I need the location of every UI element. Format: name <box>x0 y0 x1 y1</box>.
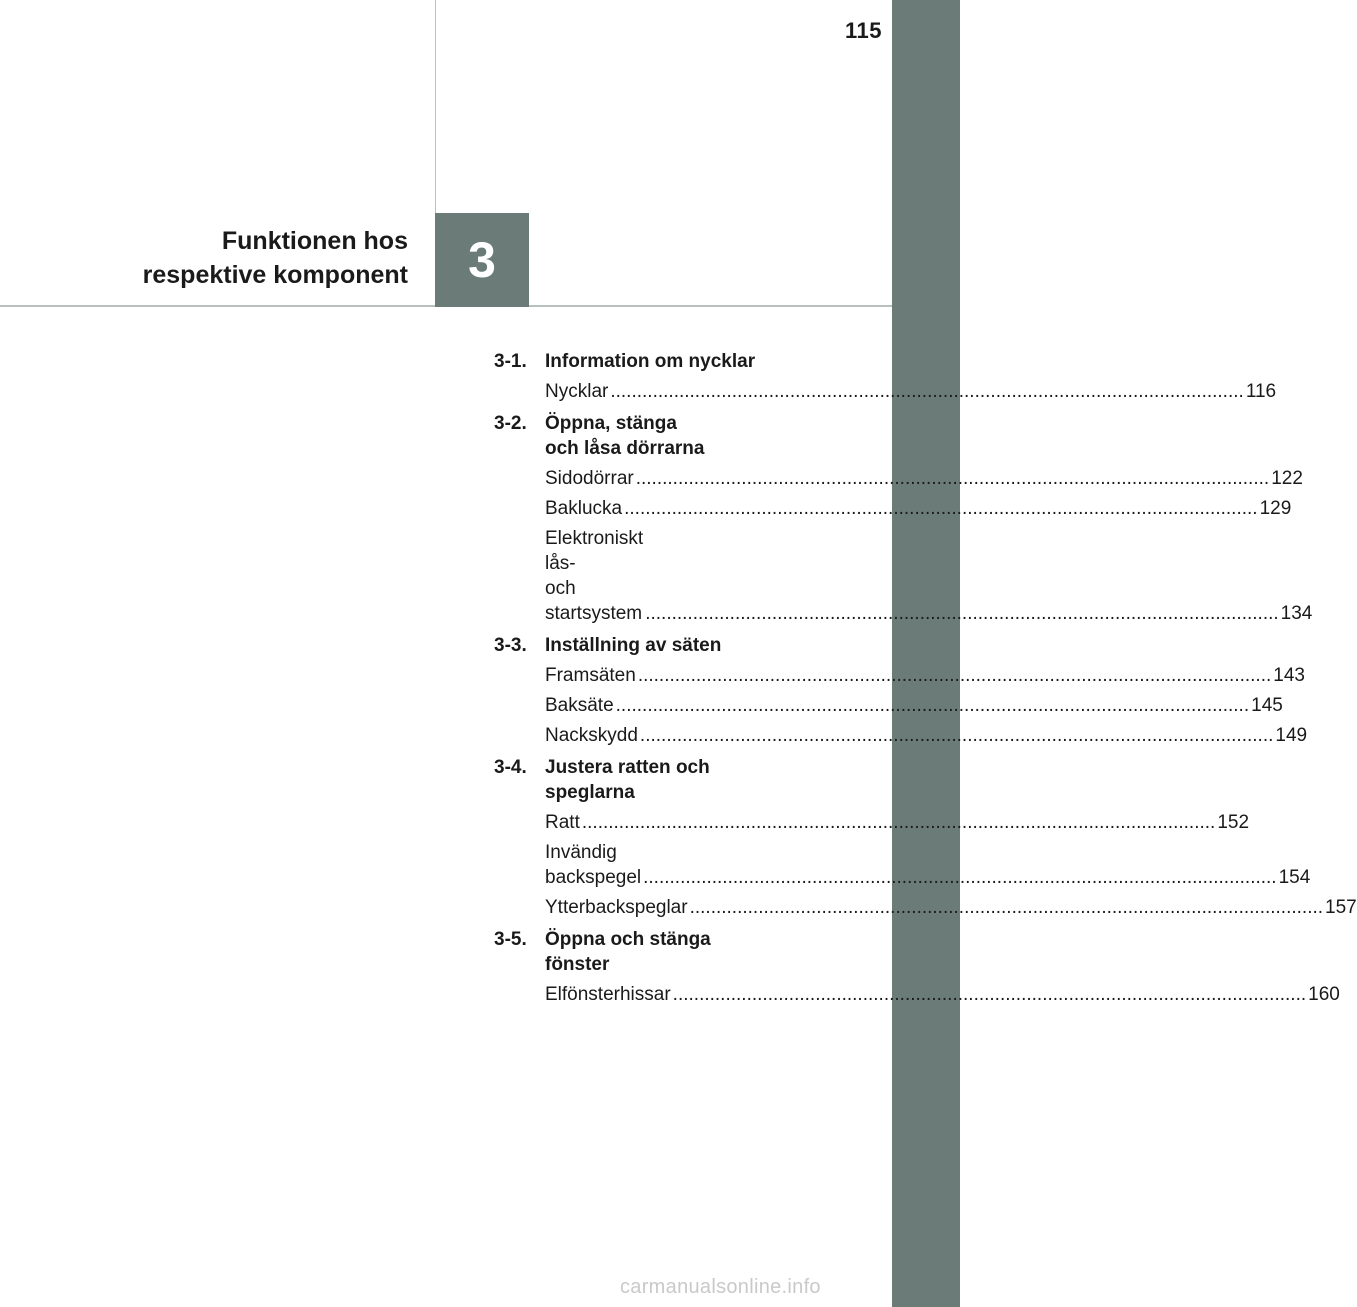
toc-entry-title: Nackskydd <box>545 725 638 746</box>
toc-entry-title: Baksäte <box>545 695 614 716</box>
toc-entry-page: 145 <box>1251 695 1283 716</box>
toc-entry-title: Framsäten <box>545 665 636 686</box>
toc-section <box>494 755 834 805</box>
dot-leader: ........................................................................................................................ <box>615 695 1250 716</box>
toc-entry-page: 157 <box>1325 897 1357 918</box>
toc-section-title: Öppna och stänga fönster <box>545 929 711 975</box>
page-number: 115 <box>845 18 882 43</box>
toc-entry[interactable] <box>545 895 1357 920</box>
dot-leader: ........................................................................................................................ <box>689 897 1324 918</box>
toc-section <box>494 633 834 658</box>
dot-leader: ........................................................................................................................ <box>635 468 1270 489</box>
dot-leader: ........................................................................................................................ <box>581 812 1216 833</box>
toc-entry-page: 154 <box>1278 867 1311 888</box>
toc-entry-page: 129 <box>1259 498 1292 519</box>
chapter-number-box: 3 <box>435 213 529 307</box>
toc-section-title: Justera ratten och speglarna <box>545 757 710 803</box>
toc-entry[interactable] <box>545 810 1250 835</box>
toc-entry[interactable] <box>545 466 1303 491</box>
dot-leader: ........................................................................................................................ <box>645 603 1279 624</box>
toc-entry[interactable] <box>545 840 1311 890</box>
watermark: carmanualsonline.info <box>620 1276 821 1298</box>
toc-section-number: 3-4. <box>494 757 527 778</box>
toc-section <box>494 411 834 461</box>
toc-section-number: 3-3. <box>494 635 527 656</box>
toc-entry-title: Baklucka <box>545 498 623 519</box>
toc-section-number: 3-5. <box>494 929 527 950</box>
toc-section-number: 3-2. <box>494 413 527 434</box>
chapter-title-text: Funktionen hos respektive komponent <box>142 227 408 289</box>
toc-entry[interactable] <box>545 982 1340 1007</box>
toc-entry-title: Nycklar <box>545 381 609 402</box>
toc-entry-page: 134 <box>1280 603 1313 624</box>
toc-entry-title: Invändig backspegel <box>545 842 642 888</box>
toc-entry-page: 160 <box>1308 984 1340 1005</box>
toc-entry[interactable] <box>545 723 1308 748</box>
toc-entry-page: 149 <box>1275 725 1308 746</box>
toc-entry[interactable] <box>545 663 1305 688</box>
toc-section-title: Information om nycklar <box>545 351 756 372</box>
toc-section <box>494 349 834 374</box>
toc-section-number: 3-1. <box>494 351 527 372</box>
toc-entry-title: Ratt <box>545 812 580 833</box>
toc-entry-page: 122 <box>1271 468 1303 489</box>
toc-entry[interactable] <box>545 379 1277 404</box>
toc-entry[interactable] <box>545 693 1283 718</box>
toc-entry-page: 152 <box>1217 812 1250 833</box>
dot-leader: ........................................................................................................................ <box>639 725 1274 746</box>
toc-entry-page: 116 <box>1245 381 1277 402</box>
side-tab-bar <box>892 0 960 1307</box>
dot-leader: ........................................................................................................................ <box>672 984 1307 1005</box>
toc-section <box>494 927 834 977</box>
toc-entry-page: 143 <box>1273 665 1305 686</box>
toc-section-title: Inställning av säten <box>545 635 722 656</box>
dot-leader: ........................................................................................................................ <box>643 867 1277 888</box>
toc-entry[interactable] <box>545 496 1292 521</box>
toc-section-title: Öppna, stänga och låsa dörrarna <box>545 413 705 459</box>
table-of-contents <box>494 349 1357 1007</box>
toc-entry-title: Ytterbackspeglar <box>545 897 688 918</box>
toc-entry-title: Sidodörrar <box>545 468 634 489</box>
dot-leader: ........................................................................................................................ <box>637 665 1272 686</box>
toc-entry[interactable] <box>545 526 1313 626</box>
vertical-divider <box>435 0 436 214</box>
toc-entry-title: Elfönsterhissar <box>545 984 671 1005</box>
dot-leader: ........................................................................................................................ <box>610 381 1244 402</box>
dot-leader: ........................................................................................................................ <box>624 498 1258 519</box>
toc-entry-title: Elektroniskt lås- och startsystem <box>545 528 644 624</box>
chapter-title <box>143 224 408 292</box>
